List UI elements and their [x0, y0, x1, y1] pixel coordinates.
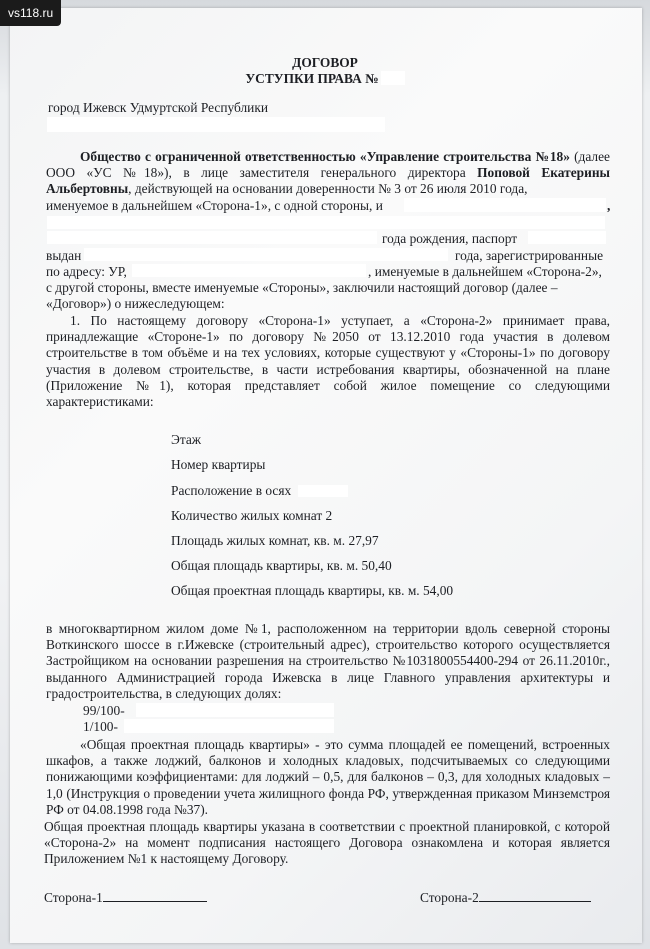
- redaction: [298, 485, 348, 497]
- redaction: [84, 248, 448, 261]
- redaction: [136, 703, 334, 717]
- parties-paragraph: [46, 149, 610, 198]
- characteristic-axes: Расположение в осях: [171, 483, 292, 498]
- building-paragraph: в многоквартирном жилом доме №1, расположенном на территории вдоль северной стороны Воткинского шоссе в г.Ижевске (строительный адрес), строительство которого осуществляется Застройщиком на основании разрешения на строительство №1031800554400-294 от 26.11.2010г., выданного Администрацией города Ижевска в лице Главного управления архитектуры и градостроительства, в следующих долях:: [46, 621, 610, 701]
- redaction: [528, 231, 606, 244]
- redaction: [124, 719, 334, 733]
- characteristic-apartment-number: Номер квартиры: [171, 457, 266, 472]
- signature-party2: Сторона-2: [420, 889, 591, 906]
- share-1: 99/100-: [83, 703, 125, 718]
- characteristic-floor: Этаж: [171, 432, 202, 447]
- redaction: [404, 198, 606, 212]
- issued-label: выдан: [46, 248, 82, 263]
- party1-short: (далее ООО «УС №18»), в лице заместителя генерального директора: [46, 149, 610, 181]
- parties-line: с другой стороны, вместе именуемые «Стороны», заключили настоящий договор (далее –: [46, 280, 558, 295]
- characteristic-project-area: Общая проектная площадь квартиры, кв. м. 54,00: [171, 583, 454, 598]
- party1-reference: именуемое в дальнейшем «Сторона-1», с одной стороны, и: [46, 198, 383, 213]
- site-watermark[interactable]: vs118.ru: [0, 0, 61, 26]
- share-2: 1/100-: [83, 719, 118, 734]
- signature-party1: Сторона-1: [44, 889, 207, 906]
- party1-name: Общество с ограниченной ответственностью «Управление строительства №18»: [80, 149, 570, 164]
- registered-label: года, зарегистрированные: [455, 248, 604, 263]
- document-title: ДОГОВОР: [292, 55, 358, 70]
- birth-passport-label: года рождения, паспорт: [382, 231, 518, 246]
- redaction: [132, 264, 366, 277]
- party2-reference: , именуемые в дальнейшем «Сторона-2»,: [368, 264, 602, 279]
- redaction: [47, 216, 605, 229]
- party1-basis: , действующей на основании доверенности № 3 от 26 июля 2010 года,: [128, 181, 528, 197]
- document-subtitle: УСТУПКИ ПРАВА №: [0, 71, 650, 87]
- contract-line: «Договор») о нижеследующем:: [46, 296, 225, 311]
- city-line: город Ижевск Удмуртской Республики: [48, 100, 269, 115]
- characteristic-rooms: Количество жилых комнат 2: [171, 508, 333, 523]
- redaction: [47, 117, 385, 132]
- comma: ,: [607, 198, 611, 213]
- definition-paragraph: «Общая проектная площадь квартиры» - это сумма площадей ее помещений, встроенных шкафов, а также лоджий, балконов и холодных кладовых, подсчитываемых со следующими понижающими коэффициентами: для лоджий – 0,5, для балконов – 0,3, для холодных кладовых – 1,0 (Инструкция о проведении учета жилищного фонда РФ, утвержденная приказом Минземстроя РФ от 04.08.1998 года №37).: [46, 737, 610, 817]
- clause-1: 1. По настоящему договору «Сторона-1» уступает, а «Сторона-2» принимает права, принадлежащие «Стороне-1» по договору №2050 от 13.12.2010 года участия в долевом строительстве в том объёме и на тех условиях, которые существуют у «Стороны-1» по договору участия в долевом строительстве, в части истребования квартиры, обозначенной на плане (Приложение №1), которая представляет собой жилое помещение со следующими характеристиками:: [46, 313, 610, 410]
- characteristic-living-area: Площадь жилых комнат, кв. м. 27,97: [171, 533, 379, 548]
- characteristic-total-area: Общая площадь квартиры, кв. м. 50,40: [171, 558, 392, 573]
- plan-note: Общая проектная площадь квартиры указана в соответствии с проектной планировкой, с которой «Сторона-2» на момент подписания настоящего Договора ознакомлена и которая является Приложением №1 к настоящему Договору.: [44, 819, 610, 867]
- redaction: [47, 231, 377, 244]
- address-label: по адресу: УР,: [46, 264, 127, 279]
- party1-representative: Поповой Екатерины Альбертовны: [46, 165, 610, 197]
